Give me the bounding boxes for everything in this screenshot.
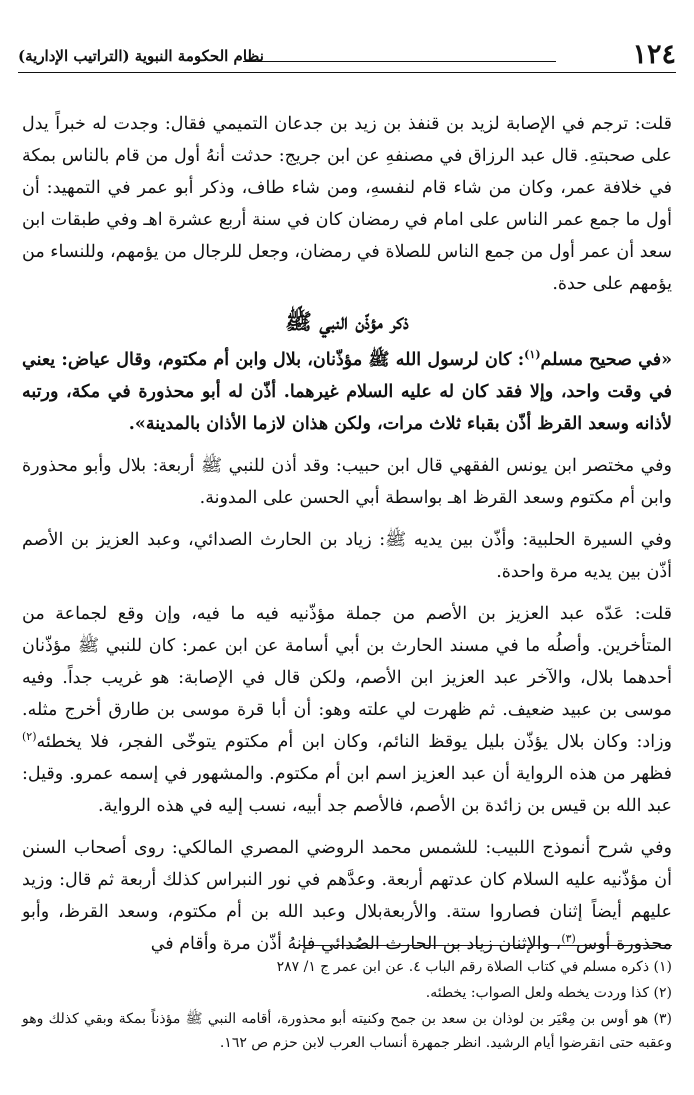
paragraph-5-text-a: قلت: عَدّه عبد العزيز بن الأصم من جملة مؤذّنيه فيه ما فيه، وإن وقع لجماعة من المتأخرين. وأصلُه ما في مسند الحارث بن أبي أسامة عن ابن عمر: كان للنبي ﷺ مؤذّنان أحدهما بلال، والآخر عبد العزيز ابن الأصم، ولكن قال في الإصابة: هو غريب جداً. وفيه موسى بن عبيد ضعيف. ثم ظهرت لي علته وهو: أن أبا قرة موسى بن طارق أخرج مثله. وزاد: وكان بلال يؤذّن بليل يوقظ النائم، وكان ابن أم مكتوم يتوخّى الفجر، فلا يخطئه: [22, 604, 672, 752]
paragraph-5: [22, 598, 672, 822]
paragraph-4: وفي السيرة الحلبية: وأذّن بين يديه ﷺ: زياد بن الحارث الصدائي، وعبد العزيز بن الأصم أذّن بين يديه مرة واحدة.: [22, 530, 672, 582]
footnote-1: (١) ذكره مسلم في كتاب الصلاة رقم الباب ٤. عن ابن عمر ج ١/ ٢٨٧: [276, 959, 672, 975]
footnote-3: (٣) هو أوس بن مِعْيَر بن لوذان بن سعد بن جمح وكنيته أبو محذورة، أقامه النبي ﷺ مؤذناً بمكة وبقي كذلك وهو وعقبه حتى انقرضوا أيام الرشيد. انظر جمهرة أنساب العرب لابن حزم ص ١٦٢.: [22, 1011, 672, 1051]
footnote-2: (٢) كذا وردت يخطه ولعل الصواب: يخطئه.: [425, 985, 672, 1001]
paragraph-6-text-a: وفي شرح أنموذج اللبيب: للشمس محمد الروضي المصري المالكي: روى أصحاب السنن أن مؤذّنيه عليه السلام كان عدتهم أربعة. وعدَّهم في نور النبراس كذلك أربعة ثم قال: وزيد عليهم أيضاً إثنان فصاروا ستة. والأربعةبلال وعبد الله بن أم مكتوم، وسعد القرظ، وأبو محذورة أوس: [22, 838, 672, 954]
paragraph-3: وفي مختصر ابن يونس الفقهي قال ابن حبيب: وقد أذن للنبي ﷺ أربعة: بلال وأبو محذورة وابن أم مكتوم وسعد القرظ اهـ بواسطة أبي الحسن على المدونة.: [22, 456, 672, 508]
header-rule: [243, 61, 556, 62]
running-title: نظام الحكومة النبوية (التراتيب الإدارية): [18, 47, 264, 65]
page-header: [18, 30, 676, 68]
page-number: ١٢٤: [632, 39, 676, 70]
section-heading: ذكر مؤذّن النبي ﷺ: [285, 309, 409, 335]
header-divider: [18, 72, 676, 73]
paragraph-2-text-b: : كان لرسول الله ﷺ مؤذّنان، بلال وابن أم مكتوم، وقال عياض: يعني في وقت واحد، وإلا فقد كان له عليه السلام غيرهما. أذّن له أبو محذورة في مكة، ورتبه لأذانه وسعد القرظ أذّن بقباء ثلاث مرات، ولكن هذان لازما الأذان بالمدينة».: [22, 350, 672, 434]
footnote-ref-2: (٢): [22, 730, 37, 744]
footnote-ref-3: (٣): [561, 932, 576, 946]
footnote-ref-1: (١): [524, 348, 541, 362]
paragraph-1: قلت: ترجم في الإصابة لزيد بن قنفذ بن زيد بن جدعان التميمي فقال: وجدت له خبراً يدل على صحبتهِ. قال عبد الرزاق في مصنفهِ عن ابن جريج: حدثت أنهُ أول من قام بالناس بمكة في خلافة عمر، وكان من شاء قام لنفسهِ، ومن شاء طاف، وذكر أبو عمر في التمهيد: أن أول ما جمع عمر الناس على امام في رمضان كان في سنة أربع عشرة اهـ وفي طبقات ابن سعد أن عمر أول من جمع الناس للصلاة في رمضان، وجعل للرجال من يؤمهم، وللنساء من يؤمهم على حدة.: [22, 114, 672, 294]
paragraph-5-text-b: فظهر من هذه الرواية أن عبد العزيز اسم ابن أم مكتوم. والمشهور في إسمه عمرو. وقيل: عبد الله بن قيس بن زائدة بن الأصم، فالأصم جد أبيه، نسب إليه في هذه الرواية.: [22, 764, 672, 816]
paragraph-2: [22, 344, 672, 440]
footnotes: [22, 955, 672, 1057]
footnote-rule: [300, 945, 672, 946]
paragraph-6: [22, 832, 672, 960]
paragraph-2-text-a: «في صحيح مسلم: [540, 350, 673, 370]
paragraph-6-text-b: ، والإثنان زياد بن الحارث الصُدائي فإنهُ أذّن مرة وأقام في: [150, 934, 562, 954]
main-text: [22, 108, 672, 966]
